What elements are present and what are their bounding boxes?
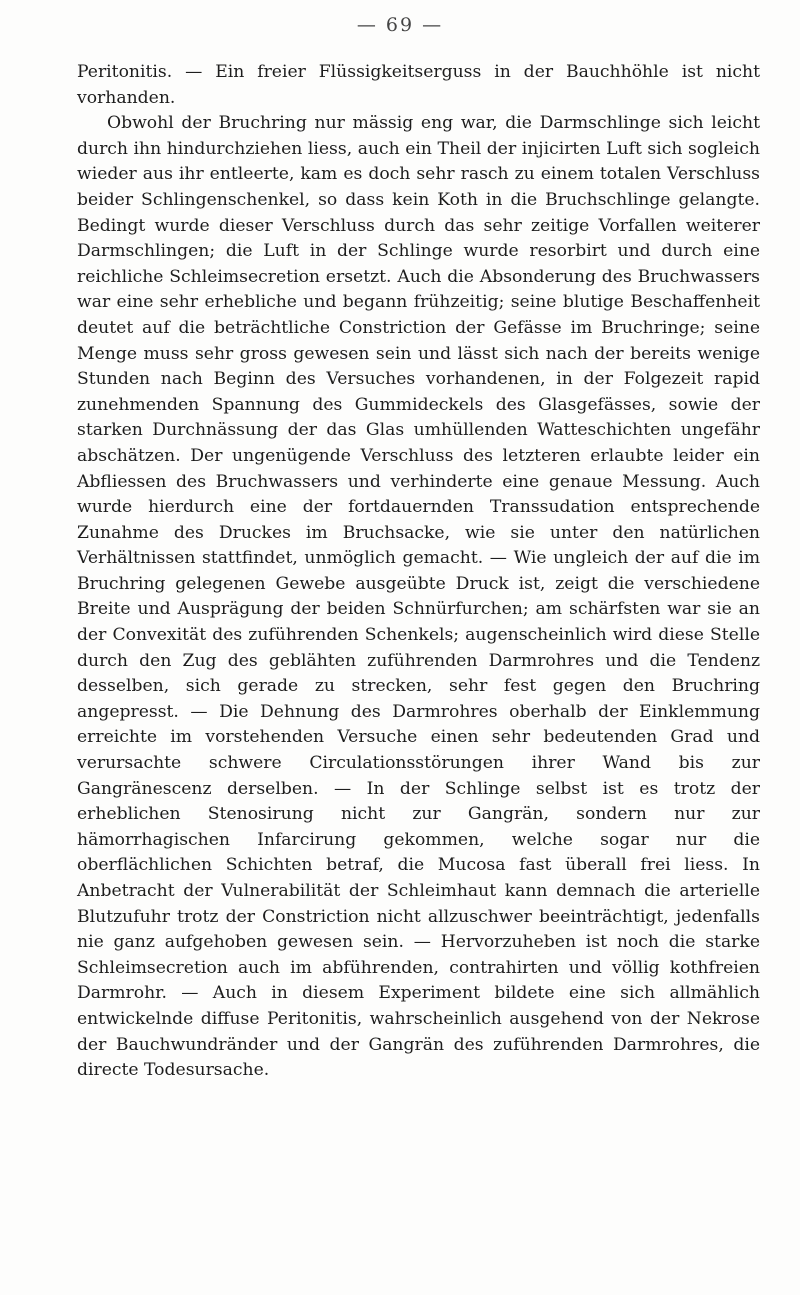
- paragraph-2: Obwohl der Bruchring nur mässig eng war, die Darmschlinge sich leicht durch ihn hindurchziehen liess, auch ein Theil der injicirten Luft sich sogleich wieder aus ihr entleerte, kam es doch sehr rasch zu einem totalen Verschluss beider Schlingenschenkel, so dass kein Koth in die Bruchschlinge gelangte. Bedingt wurde dieser Verschluss durch das sehr zeitige Vorfallen weiterer Darmschlingen; die Luft in der Schlinge wurde resorbirt und durch eine reichliche Schleimsecretion ersetzt. Auch die Absonderung des Bruchwassers war eine sehr erhebliche und begann frühzeitig; seine blutige Beschaffenheit deutet auf die beträchtliche Constriction der Gefässe im Bruchringe; seine Menge muss sehr gross gewesen sein und lässt sich nach der bereits wenige Stunden nach Beginn des Versuches vorhandenen, in der Folgezeit rapid zunehmenden Spannung des Gummideckels des Glasgefässes, sowie der starken Durchnässung der das Glas umhüllenden Watteschichten ungefähr abschätzen. Der ungenügende Verschluss des letzteren erlaubte leider ein Abfliessen des Bruchwassers und verhinderte eine genaue Messung. Auch wurde hierdurch eine der fortdauernden Transsudation entsprechende Zunahme des Druckes im Bruchsacke, wie sie unter den natürlichen Verhältnissen stattfindet, unmöglich gemacht. — Wie ungleich der auf die im Bruchring gelegenen Gewebe ausgeübte Druck ist, zeigt die verschiedene Breite und Ausprägung der beiden Schnürfurchen; am schärfsten war sie an der Convexität des zuführenden Schenkels; augenscheinlich wird diese Stelle durch den Zug des geblähten zuführenden Darmrohres und die Tendenz desselben, sich gerade zu strecken, sehr fest gegen den Bruchring angepresst. — Die Dehnung des Darmrohres oberhalb der Einklemmung erreichte im vorstehenden Versuche einen sehr bedeutenden Grad und verursachte schwere Circulationsstörungen ihrer Wand bis zur Gangränescenz derselben. — In der Schlinge selbst ist es trotz der erheblichen Stenosirung nicht zur Gangrän, sondern nur zur hämorrhagischen Infarcirung gekommen, welche sogar nur die oberflächlichen Schichten betraf, die Mucosa fast überall frei liess. In Anbetracht der Vulnerabilität der Schleimhaut kann demnach die arterielle Blutzufuhr trotz der Constriction nicht allzuschwer beeinträchtigt, jedenfalls nie ganz aufgehoben gewesen sein. — Hervorzuheben ist noch die starke Schleimsecretion auch im abführenden, contrahirten und völlig kothfreien Darmrohr. — Auch in diesem Experiment bildete eine sich allmählich entwickelnde diffuse Peritonitis, wahrscheinlich ausgehend von der Nekrose der Bauchwundränder und der Gangrän des zuführenden Darmrohres, die directe Todesursache.: [77, 113, 760, 1081]
- body-text: [77, 60, 760, 1084]
- paragraph-1: Peritonitis. — Ein freier Flüssigkeitserguss in der Bauchhöhle ist nicht vorhanden.: [77, 62, 760, 108]
- page-number: — 69 —: [356, 14, 444, 36]
